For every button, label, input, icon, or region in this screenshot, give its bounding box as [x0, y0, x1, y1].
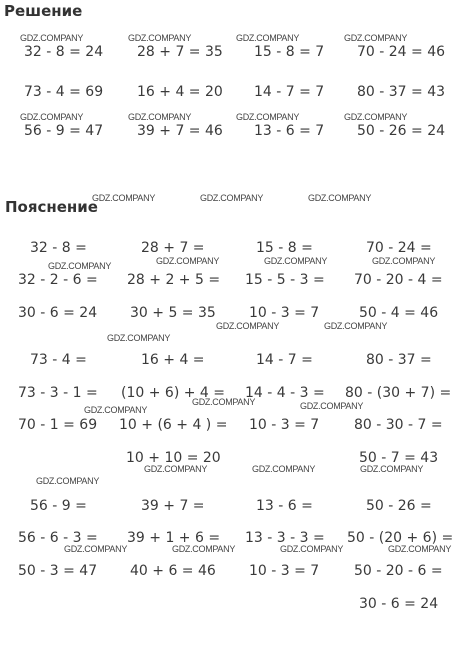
explanation-step: 28 + 7 =	[141, 240, 205, 256]
watermark: GDZ.COMPANY	[92, 193, 156, 203]
explanation-step: 30 + 5 = 35	[130, 305, 216, 321]
solution-equation: 56 - 9 = 47	[24, 123, 104, 139]
explanation-step: 10 + 10 = 20	[126, 450, 221, 466]
watermark: GDZ.COMPANY	[264, 256, 328, 266]
watermark: GDZ.COMPANY	[236, 112, 300, 122]
solution-equation: 70 - 24 = 46	[357, 44, 446, 60]
watermark: GDZ.COMPANY	[128, 33, 192, 43]
watermark: GDZ.COMPANY	[344, 33, 408, 43]
solution-equation: 73 - 4 = 69	[24, 84, 104, 100]
watermark: GDZ.COMPANY	[344, 112, 408, 122]
explanation-step: 10 + (6 + 4 ) =	[119, 417, 228, 433]
explanation-step: 14 - 4 - 3 =	[245, 385, 325, 401]
watermark: GDZ.COMPANY	[324, 321, 388, 331]
explanation-step: 10 - 3 = 7	[249, 417, 320, 433]
solution-equation: 80 - 37 = 43	[357, 84, 446, 100]
solution-equation: 39 + 7 = 46	[137, 123, 223, 139]
watermark: GDZ.COMPANY	[64, 544, 128, 554]
watermark: GDZ.COMPANY	[36, 476, 100, 486]
explanation-step: (10 + 6) + 4 =	[121, 385, 225, 401]
explanation-step: 80 - 30 - 7 =	[354, 417, 443, 433]
solution-equation: 28 + 7 = 35	[137, 44, 223, 60]
watermark: GDZ.COMPANY	[84, 405, 148, 415]
watermark: GDZ.COMPANY	[236, 33, 300, 43]
watermark: GDZ.COMPANY	[252, 464, 316, 474]
explanation-step: 73 - 4 =	[30, 352, 87, 368]
watermark: GDZ.COMPANY	[280, 544, 344, 554]
watermark: GDZ.COMPANY	[200, 193, 264, 203]
watermark: GDZ.COMPANY	[128, 112, 192, 122]
explanation-step: 56 - 6 - 3 =	[18, 530, 98, 546]
explanation-step: 32 - 2 - 6 =	[18, 272, 98, 288]
explanation-step: 50 - 26 =	[366, 498, 432, 514]
explanation-step: 50 - 20 - 6 =	[354, 563, 443, 579]
watermark: GDZ.COMPANY	[172, 544, 236, 554]
solution-equation: 13 - 6 = 7	[254, 123, 325, 139]
watermark: GDZ.COMPANY	[20, 112, 84, 122]
explanation-step: 70 - 24 =	[366, 240, 432, 256]
watermark: GDZ.COMPANY	[156, 256, 220, 266]
explanation-step: 10 - 3 = 7	[249, 305, 320, 321]
explanation-step: 28 + 2 + 5 =	[127, 272, 221, 288]
watermark: GDZ.COMPANY	[308, 193, 372, 203]
explanation-step: 40 + 6 = 46	[130, 563, 216, 579]
explanation-step: 80 - (30 + 7) =	[345, 385, 452, 401]
explanation-step: 50 - (20 + 6) =	[347, 530, 454, 546]
explanation-step: 14 - 7 =	[256, 352, 313, 368]
watermark: GDZ.COMPANY	[360, 464, 424, 474]
explanation-step: 15 - 5 - 3 =	[245, 272, 325, 288]
explanation-step: 39 + 1 + 6 =	[127, 530, 221, 546]
explanation-step: 50 - 7 = 43	[359, 450, 439, 466]
solution-equation: 50 - 26 = 24	[357, 123, 446, 139]
watermark: GDZ.COMPANY	[107, 333, 171, 343]
explanation-step: 16 + 4 =	[141, 352, 205, 368]
explanation-step: 39 + 7 =	[141, 498, 205, 514]
solution-heading: Решение	[4, 2, 83, 20]
solution-equation: 32 - 8 = 24	[24, 44, 104, 60]
watermark: GDZ.COMPANY	[20, 33, 84, 43]
explanation-step: 30 - 6 = 24	[18, 305, 98, 321]
watermark: GDZ.COMPANY	[144, 464, 208, 474]
explanation-step: 13 - 3 - 3 =	[245, 530, 325, 546]
solution-equation: 14 - 7 = 7	[254, 84, 325, 100]
explanation-step: 80 - 37 =	[366, 352, 432, 368]
explanation-step: 50 - 3 = 47	[18, 563, 98, 579]
explanation-heading: Пояснение	[5, 198, 98, 216]
watermark: GDZ.COMPANY	[388, 544, 452, 554]
explanation-step: 13 - 6 =	[256, 498, 313, 514]
explanation-step: 30 - 6 = 24	[359, 596, 439, 612]
watermark: GDZ.COMPANY	[216, 321, 280, 331]
explanation-step: 50 - 4 = 46	[359, 305, 439, 321]
explanation-step: 73 - 3 - 1 =	[18, 385, 98, 401]
solution-equation: 15 - 8 = 7	[254, 44, 325, 60]
explanation-step: 70 - 1 = 69	[18, 417, 98, 433]
solution-equation: 16 + 4 = 20	[137, 84, 223, 100]
explanation-step: 15 - 8 =	[256, 240, 313, 256]
explanation-step: 70 - 20 - 4 =	[354, 272, 443, 288]
explanation-step: 10 - 3 = 7	[249, 563, 320, 579]
watermark: GDZ.COMPANY	[300, 401, 364, 411]
watermark: GDZ.COMPANY	[192, 397, 256, 407]
explanation-step: 32 - 8 =	[30, 240, 87, 256]
explanation-step: 56 - 9 =	[30, 498, 87, 514]
watermark: GDZ.COMPANY	[372, 256, 436, 266]
watermark: GDZ.COMPANY	[48, 261, 112, 271]
